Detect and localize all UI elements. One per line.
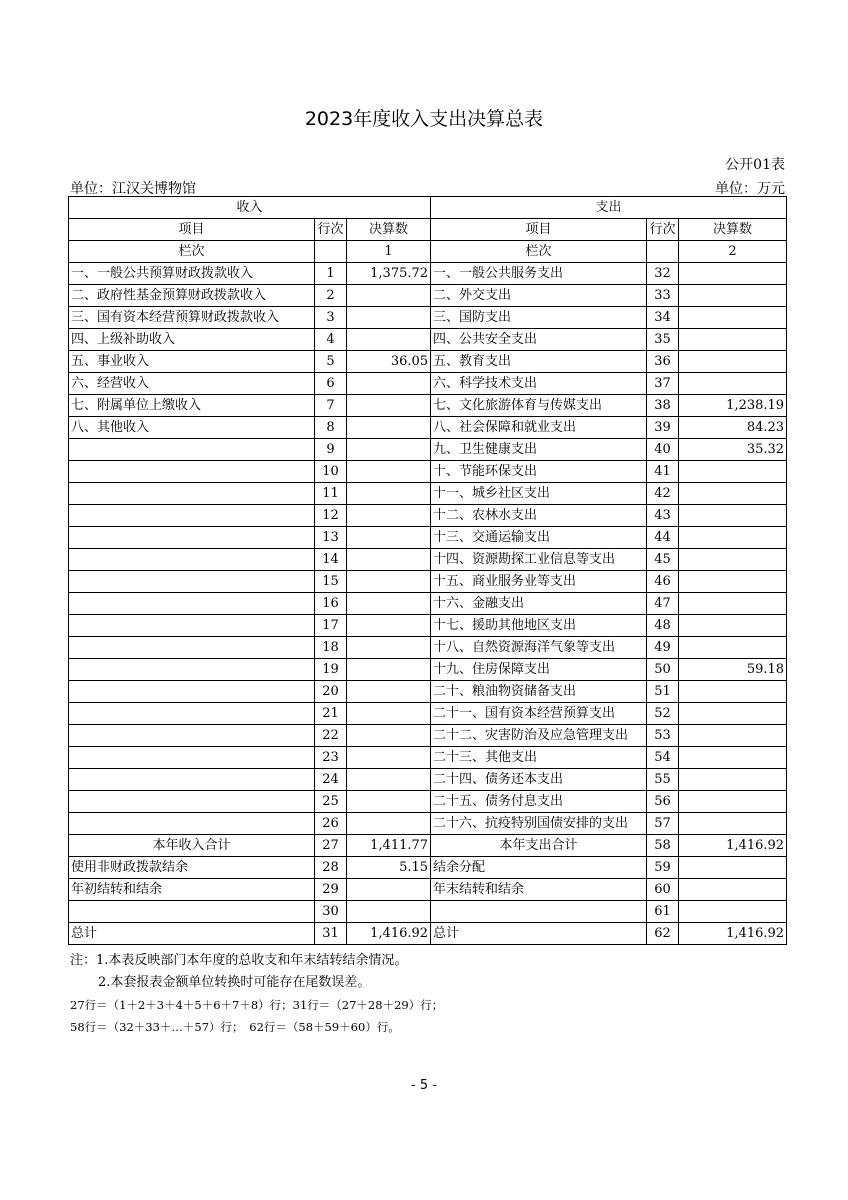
expense-rowno-cell: 44 (647, 527, 679, 549)
expense-amount-cell (679, 747, 787, 769)
expense-item-cell: 十四、资源勘探工业信息等支出 (431, 549, 647, 571)
income-amount-cell: 1,375.72 (347, 263, 431, 285)
income-item-cell (69, 659, 315, 681)
income-amount-cell (347, 703, 431, 725)
expense-amount-cell: 1,416.92 (679, 923, 787, 945)
expense-rowno-cell: 43 (647, 505, 679, 527)
income-amount-cell (347, 879, 431, 901)
expense-amount-cell (679, 703, 787, 725)
income-item-cell: 四、上级补助收入 (69, 329, 315, 351)
expense-amount-cell (679, 285, 787, 307)
income-item-cell: 二、政府性基金预算财政拨款收入 (69, 285, 315, 307)
expense-rowno-cell: 49 (647, 637, 679, 659)
income-amount-cell (347, 747, 431, 769)
table-row (69, 483, 787, 505)
expense-rowno-cell: 45 (647, 549, 679, 571)
income-item-cell (69, 483, 315, 505)
expense-rowno-cell: 39 (647, 417, 679, 439)
table-row (69, 615, 787, 637)
income-item-cell: 五、事业收入 (69, 351, 315, 373)
income-rowno-cell: 15 (315, 571, 347, 593)
table-row (69, 417, 787, 439)
income-rowno-cell: 7 (315, 395, 347, 417)
expense-amount-cell (679, 637, 787, 659)
income-item-cell: 六、经营收入 (69, 373, 315, 395)
income-rowno-cell: 1 (315, 263, 347, 285)
expense-amount-cell (679, 483, 787, 505)
expense-amount-cell (679, 725, 787, 747)
expense-item-cell: 二十一、国有资本经营预算支出 (431, 703, 647, 725)
table-row (69, 725, 787, 747)
expense-item-cell: 总计 (431, 923, 647, 945)
expense-item-cell: 十二、农林水支出 (431, 505, 647, 527)
income-amount-cell (347, 329, 431, 351)
table-row (69, 769, 787, 791)
expense-item-cell: 六、科学技术支出 (431, 373, 647, 395)
income-rowno-header: 行次 (315, 219, 347, 241)
table-row (69, 901, 787, 923)
expense-amount-cell (679, 681, 787, 703)
table-row (69, 703, 787, 725)
expense-item-header: 项目 (431, 219, 647, 241)
expense-item-cell: 二十四、债务还本支出 (431, 769, 647, 791)
income-amount-cell: 5.15 (347, 857, 431, 879)
income-rowno-cell: 4 (315, 329, 347, 351)
income-item-cell: 总计 (69, 923, 315, 945)
income-item-cell: 七、附属单位上缴收入 (69, 395, 315, 417)
expense-item-cell: 二十三、其他支出 (431, 747, 647, 769)
expense-rowno-cell: 40 (647, 439, 679, 461)
expense-amount-cell (679, 879, 787, 901)
expense-rowno-cell: 38 (647, 395, 679, 417)
expense-amount-cell: 1,238.19 (679, 395, 787, 417)
reporting-unit: 单位：江汉关博物馆 (70, 181, 196, 197)
expense-amount-header: 决算数 (679, 219, 787, 241)
table-row (69, 593, 787, 615)
income-item-cell (69, 571, 315, 593)
expense-item-cell: 一、一般公共服务支出 (431, 263, 647, 285)
expense-amount-cell (679, 857, 787, 879)
income-item-cell (69, 747, 315, 769)
income-rowno-cell: 26 (315, 813, 347, 835)
income-rowno-cell: 31 (315, 923, 347, 945)
header-section-row (69, 197, 787, 219)
expense-rowno-header: 行次 (647, 219, 679, 241)
income-amount-cell (347, 439, 431, 461)
income-rowno-cell: 24 (315, 769, 347, 791)
income-rowno-cell: 17 (315, 615, 347, 637)
table-row (69, 791, 787, 813)
table-row (69, 571, 787, 593)
expense-amount-cell (679, 593, 787, 615)
expense-rowno-cell: 35 (647, 329, 679, 351)
expense-amount-cell (679, 329, 787, 351)
income-item-cell: 使用非财政拨款结余 (69, 857, 315, 879)
expense-item-cell: 十七、援助其他地区支出 (431, 615, 647, 637)
expense-amount-cell (679, 571, 787, 593)
income-item-cell: 八、其他收入 (69, 417, 315, 439)
expense-rowno-cell: 60 (647, 879, 679, 901)
expense-amount-cell (679, 263, 787, 285)
page-title: 2023年度收入支出决算总表 (304, 108, 544, 130)
income-rowno-cell: 5 (315, 351, 347, 373)
expense-amount-cell: 1,416.92 (679, 835, 787, 857)
income-rowno-cell: 6 (315, 373, 347, 395)
income-item-cell (69, 549, 315, 571)
expense-rowno-cell: 42 (647, 483, 679, 505)
expense-item-cell: 十、节能环保支出 (431, 461, 647, 483)
expense-item-cell: 九、卫生健康支出 (431, 439, 647, 461)
table-row (69, 461, 787, 483)
table-row (69, 549, 787, 571)
table-row (69, 527, 787, 549)
expense-amount-cell (679, 549, 787, 571)
expense-amount-cell (679, 769, 787, 791)
expense-rowno-cell: 33 (647, 285, 679, 307)
expense-rowno-cell: 61 (647, 901, 679, 923)
income-amount-cell (347, 571, 431, 593)
table-row (69, 505, 787, 527)
expense-rowno-cell: 34 (647, 307, 679, 329)
income-rowno-cell: 2 (315, 285, 347, 307)
income-amount-header: 决算数 (347, 219, 431, 241)
income-item-cell (69, 637, 315, 659)
income-item-cell: 本年收入合计 (69, 835, 315, 857)
income-amount-cell: 1,411.77 (347, 835, 431, 857)
income-amount-cell (347, 549, 431, 571)
expense-item-cell: 十六、金融支出 (431, 593, 647, 615)
expense-item-cell: 十一、城乡社区支出 (431, 483, 647, 505)
expense-item-cell: 二十六、抗疫特别国债安排的支出 (431, 813, 647, 835)
income-rowno-cell: 12 (315, 505, 347, 527)
expense-amount-cell: 59.18 (679, 659, 787, 681)
income-item-cell (69, 769, 315, 791)
expense-amount-cell (679, 461, 787, 483)
income-rowno-cell: 11 (315, 483, 347, 505)
income-rowno-cell: 9 (315, 439, 347, 461)
form-number: 公开01表 (725, 157, 785, 173)
income-rowno-cell: 19 (315, 659, 347, 681)
income-item-cell (69, 725, 315, 747)
table-row (69, 681, 787, 703)
expense-item-cell: 三、国防支出 (431, 307, 647, 329)
expense-rowno-cell: 56 (647, 791, 679, 813)
expense-rowno-cell: 36 (647, 351, 679, 373)
page-number: - 5 - (411, 1078, 437, 1093)
income-item-cell (69, 505, 315, 527)
income-rowno-cell: 25 (315, 791, 347, 813)
income-amount-cell (347, 307, 431, 329)
income-item-cell (69, 527, 315, 549)
income-rowno-cell: 3 (315, 307, 347, 329)
expense-item-cell: 十五、商业服务业等支出 (431, 571, 647, 593)
table-row (69, 835, 787, 857)
expense-rowno-cell: 57 (647, 813, 679, 835)
column-index-row (69, 241, 787, 263)
table-row (69, 439, 787, 461)
expense-col-blank (647, 241, 679, 263)
income-amount-cell (347, 483, 431, 505)
expense-rowno-cell: 50 (647, 659, 679, 681)
income-item-cell (69, 593, 315, 615)
table-row (69, 329, 787, 351)
note-line-2: 2.本套报表金额单位转换时可能存在尾数误差。 (98, 975, 371, 990)
note-line-1: 注：1.本表反映部门本年度的总收支和年末结转结余情况。 (70, 953, 408, 968)
expense-item-cell: 二十五、债务付息支出 (431, 791, 647, 813)
expense-amount-cell (679, 505, 787, 527)
expense-rowno-cell: 32 (647, 263, 679, 285)
expense-item-cell: 七、文化旅游体育与传媒支出 (431, 395, 647, 417)
table-row (69, 857, 787, 879)
expense-col-label: 栏次 (431, 241, 647, 263)
income-item-cell (69, 615, 315, 637)
expense-rowno-cell: 55 (647, 769, 679, 791)
income-rowno-cell: 21 (315, 703, 347, 725)
table-row (69, 263, 787, 285)
expense-rowno-cell: 46 (647, 571, 679, 593)
income-amount-cell (347, 615, 431, 637)
income-rowno-cell: 28 (315, 857, 347, 879)
income-amount-cell (347, 285, 431, 307)
expense-rowno-cell: 51 (647, 681, 679, 703)
income-item-cell: 年初结转和结余 (69, 879, 315, 901)
table-notes (70, 950, 443, 1038)
table-row (69, 351, 787, 373)
income-amount-cell (347, 725, 431, 747)
expense-amount-cell (679, 901, 787, 923)
income-item-cell: 一、一般公共预算财政拨款收入 (69, 263, 315, 285)
table-row (69, 813, 787, 835)
income-amount-cell (347, 659, 431, 681)
expense-item-cell: 本年支出合计 (431, 835, 647, 857)
table-row (69, 879, 787, 901)
income-item-header: 项目 (69, 219, 315, 241)
income-amount-cell: 1,416.92 (347, 923, 431, 945)
income-amount-cell (347, 637, 431, 659)
income-amount-cell: 36.05 (347, 351, 431, 373)
header-column-row (69, 219, 787, 241)
currency-unit: 单位：万元 (715, 181, 785, 197)
table-row (69, 637, 787, 659)
income-amount-cell (347, 417, 431, 439)
formula-line-2: 58行＝（32＋33＋…＋57）行； 62行＝（58＋59＋60）行。 (70, 1020, 400, 1034)
income-amount-cell (347, 593, 431, 615)
income-rowno-cell: 14 (315, 549, 347, 571)
expense-item-cell: 十八、自然资源海洋气象等支出 (431, 637, 647, 659)
income-amount-cell (347, 373, 431, 395)
table-row (69, 307, 787, 329)
income-amount-cell (347, 813, 431, 835)
income-amount-cell (347, 505, 431, 527)
expense-rowno-cell: 52 (647, 703, 679, 725)
income-rowno-cell: 29 (315, 879, 347, 901)
income-rowno-cell: 16 (315, 593, 347, 615)
expense-rowno-cell: 37 (647, 373, 679, 395)
expense-item-cell: 十九、住房保障支出 (431, 659, 647, 681)
table-row (69, 923, 787, 945)
expense-item-cell: 二十、粮油物资储备支出 (431, 681, 647, 703)
expense-amount-cell (679, 351, 787, 373)
income-item-cell (69, 901, 315, 923)
expense-rowno-cell: 59 (647, 857, 679, 879)
income-item-cell (69, 703, 315, 725)
expense-amount-cell (679, 615, 787, 637)
table-row (69, 747, 787, 769)
expense-item-cell: 五、教育支出 (431, 351, 647, 373)
expense-item-cell: 二十二、灾害防治及应急管理支出 (431, 725, 647, 747)
formula-line-1: 27行＝（1＋2＋3＋4＋5＋6＋7＋8）行；31行＝（27＋28＋29）行； (70, 998, 444, 1012)
income-amount-cell (347, 395, 431, 417)
table-row (69, 659, 787, 681)
income-amount-cell (347, 791, 431, 813)
expense-amount-cell: 35.32 (679, 439, 787, 461)
income-item-cell: 三、国有资本经营预算财政拨款收入 (69, 307, 315, 329)
income-item-cell (69, 461, 315, 483)
expense-rowno-cell: 53 (647, 725, 679, 747)
table-row (69, 395, 787, 417)
income-amount-cell (347, 901, 431, 923)
expense-amount-cell (679, 791, 787, 813)
expense-rowno-cell: 54 (647, 747, 679, 769)
expense-header: 支出 (431, 197, 787, 219)
income-header: 收入 (69, 197, 431, 219)
income-rowno-cell: 20 (315, 681, 347, 703)
income-rowno-cell: 10 (315, 461, 347, 483)
expense-rowno-cell: 47 (647, 593, 679, 615)
expense-rowno-cell: 58 (647, 835, 679, 857)
expense-col-index: 2 (679, 241, 787, 263)
income-amount-cell (347, 769, 431, 791)
expense-amount-cell (679, 373, 787, 395)
expense-rowno-cell: 62 (647, 923, 679, 945)
expense-amount-cell (679, 813, 787, 835)
income-col-label: 栏次 (69, 241, 315, 263)
income-rowno-cell: 22 (315, 725, 347, 747)
income-item-cell (69, 439, 315, 461)
expense-amount-cell (679, 527, 787, 549)
expense-rowno-cell: 41 (647, 461, 679, 483)
income-rowno-cell: 8 (315, 417, 347, 439)
income-rowno-cell: 30 (315, 901, 347, 923)
income-expense-table (68, 196, 787, 945)
income-amount-cell (347, 681, 431, 703)
expense-item-cell (431, 901, 647, 923)
expense-amount-cell (679, 307, 787, 329)
table-row (69, 373, 787, 395)
income-item-cell (69, 813, 315, 835)
expense-item-cell: 二、外交支出 (431, 285, 647, 307)
expense-item-cell: 四、公共安全支出 (431, 329, 647, 351)
expense-rowno-cell: 48 (647, 615, 679, 637)
expense-item-cell: 结余分配 (431, 857, 647, 879)
expense-item-cell: 八、社会保障和就业支出 (431, 417, 647, 439)
income-rowno-cell: 18 (315, 637, 347, 659)
income-item-cell (69, 791, 315, 813)
expense-amount-cell: 84.23 (679, 417, 787, 439)
income-col-blank (315, 241, 347, 263)
income-rowno-cell: 13 (315, 527, 347, 549)
income-item-cell (69, 681, 315, 703)
income-col-index: 1 (347, 241, 431, 263)
income-rowno-cell: 27 (315, 835, 347, 857)
table-row (69, 285, 787, 307)
income-rowno-cell: 23 (315, 747, 347, 769)
income-amount-cell (347, 461, 431, 483)
income-amount-cell (347, 527, 431, 549)
expense-item-cell: 十三、交通运输支出 (431, 527, 647, 549)
expense-item-cell: 年末结转和结余 (431, 879, 647, 901)
